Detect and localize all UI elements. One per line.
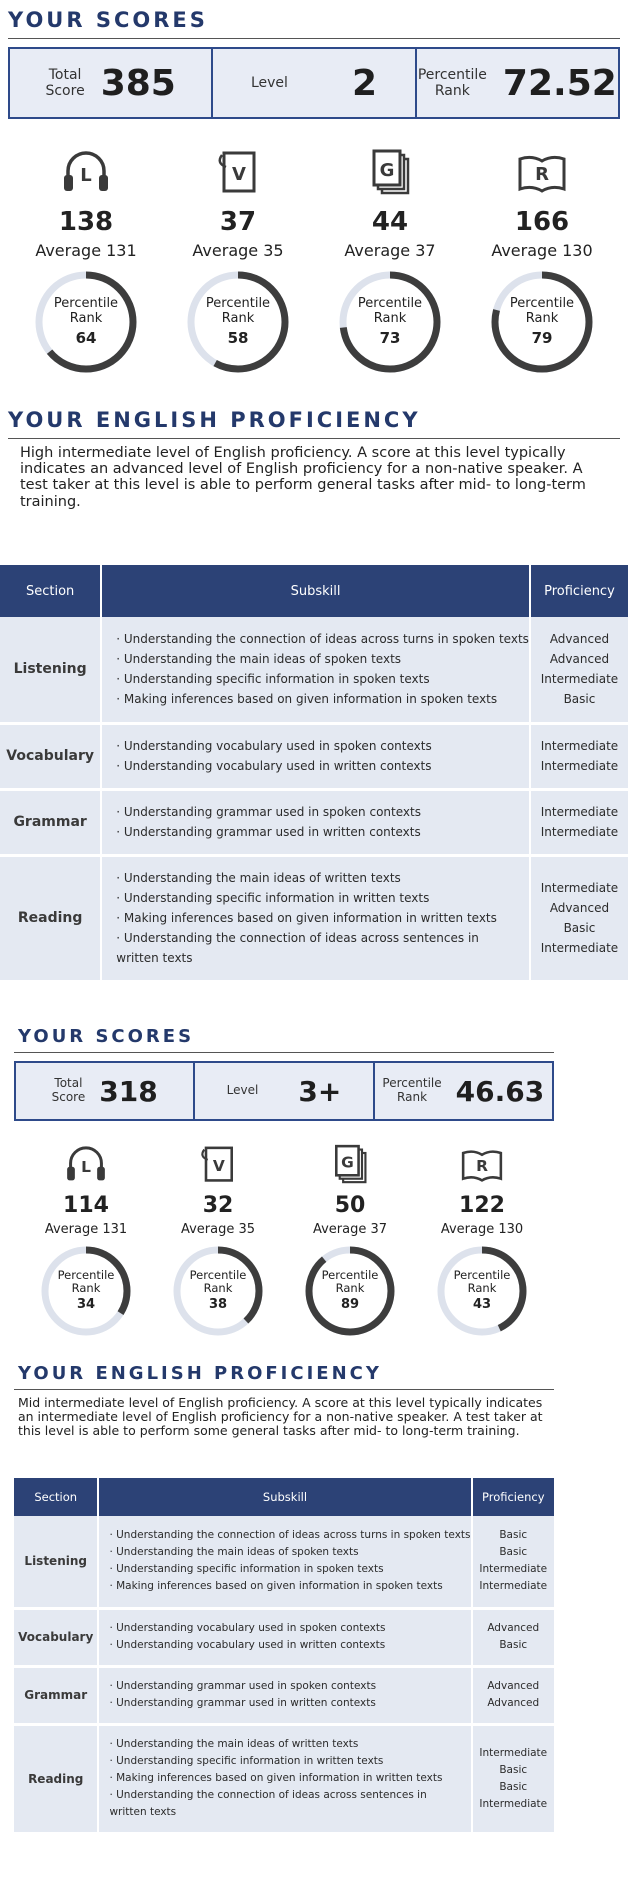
subskill-table bbox=[14, 1478, 554, 1835]
percentile-label-line1: Percentile bbox=[382, 1076, 442, 1091]
total-score-label-line1: Total bbox=[54, 1076, 83, 1091]
total-score-label bbox=[45, 67, 84, 99]
subskill-line: · Understanding grammar used in written contexts bbox=[109, 1697, 376, 1709]
skill-score: 50 bbox=[334, 1193, 366, 1218]
skill-scores bbox=[0, 145, 628, 376]
svg-text:G: G bbox=[379, 160, 395, 181]
proficiency-level: Advanced bbox=[549, 632, 610, 647]
ring-label-line2: Rank bbox=[373, 310, 407, 326]
ring-label-line1: Percentile bbox=[453, 1268, 511, 1283]
percentile-ring bbox=[302, 1243, 398, 1339]
subskill-line: · Understanding grammar used in spoken contexts bbox=[116, 805, 421, 819]
subskill-cell bbox=[101, 855, 530, 981]
skill-column bbox=[284, 1141, 416, 1339]
skill-score: 37 bbox=[219, 207, 257, 237]
grammar-pages-icon bbox=[326, 1141, 374, 1189]
svg-text:L: L bbox=[80, 165, 92, 186]
table-row bbox=[14, 1666, 554, 1724]
proficiency-level: Intermediate bbox=[479, 1797, 548, 1810]
section-name: Grammar bbox=[0, 789, 101, 855]
proficiency-level: Intermediate bbox=[479, 1580, 548, 1593]
skill-score: 114 bbox=[63, 1193, 109, 1218]
subskill-line: · Understanding the main ideas of written texts bbox=[116, 871, 401, 885]
subskill-line: · Understanding vocabulary used in written contexts bbox=[116, 759, 432, 773]
table-row bbox=[14, 1516, 554, 1608]
svg-text:R: R bbox=[476, 1157, 488, 1175]
skill-average bbox=[313, 1222, 387, 1237]
average-label: Average bbox=[344, 241, 411, 260]
total-score-cell bbox=[16, 1063, 195, 1119]
average-label: Average bbox=[192, 241, 259, 260]
subskill-line: · Understanding the connection of ideas across sentences in bbox=[109, 1789, 427, 1801]
proficiency-level: Intermediate bbox=[540, 759, 619, 773]
section-header: Section bbox=[0, 565, 101, 617]
percentile-cell bbox=[417, 49, 618, 117]
ring-label-line1: Percentile bbox=[509, 296, 575, 312]
proficiency-level: Advanced bbox=[549, 652, 610, 667]
proficiency-level: Basic bbox=[563, 921, 596, 935]
percentile-value: 46.63 bbox=[455, 1074, 545, 1108]
level-cell bbox=[195, 1063, 374, 1119]
subskill-line: · Understanding the main ideas of written texts bbox=[109, 1738, 359, 1750]
svg-text:G: G bbox=[341, 1153, 354, 1172]
skill-average bbox=[35, 241, 136, 260]
skill-scores bbox=[14, 1141, 554, 1339]
skill-average bbox=[45, 1222, 127, 1237]
subskill-cell bbox=[101, 789, 530, 855]
percentile-label bbox=[418, 67, 487, 99]
level-value: 3+ bbox=[298, 1074, 342, 1108]
proficiency-description: Mid intermediate level of English proficiency. A score at this level typically indicates an intermediate level of English proficiency for a non-native speaker. A test taker at this level is able to perform some general tasks after mid- to long-term training. bbox=[18, 1395, 543, 1438]
subskill-line: · Making inferences based on given information in written texts bbox=[116, 911, 497, 925]
proficiency-cell bbox=[472, 1724, 555, 1833]
subskill-header: Subskill bbox=[101, 565, 530, 617]
ring-label-line2: Rank bbox=[221, 310, 255, 326]
section-name: Vocabulary bbox=[0, 723, 101, 789]
proficiency-description: High intermediate level of English proficiency. A score at this level typically indicates an advanced level of English proficiency for a non-native speaker. A test taker at this level is able to perform general tasks after mid- to long-term training. bbox=[20, 445, 586, 510]
ring-label-line1: Percentile bbox=[57, 1268, 115, 1283]
average-label: Average bbox=[180, 1222, 235, 1237]
skill-score: 44 bbox=[371, 207, 409, 237]
subskill-line: · Making inferences based on given information in spoken texts bbox=[116, 692, 498, 707]
total-score-label-line2: Score bbox=[45, 83, 85, 99]
table-row bbox=[0, 617, 628, 723]
average-value: 130 bbox=[498, 1222, 524, 1237]
subskill-line: · Understanding specific information in written texts bbox=[109, 1755, 384, 1767]
total-score-label-line2: Score bbox=[51, 1090, 86, 1104]
subskill-line: · Understanding the connection of ideas across turns in spoken texts bbox=[116, 632, 529, 647]
subskill-line: · Understanding the main ideas of spoken texts bbox=[116, 652, 402, 667]
ring-label-line1: Percentile bbox=[53, 296, 119, 312]
section-name: Vocabulary bbox=[14, 1608, 98, 1666]
subskill-cell bbox=[98, 1724, 471, 1833]
subskill-line: · Understanding specific information in spoken texts bbox=[109, 1563, 384, 1576]
table-row bbox=[14, 1608, 554, 1666]
proficiency-header: Proficiency bbox=[472, 1478, 555, 1516]
percentile-ring bbox=[336, 268, 444, 376]
proficiency-title: YOUR ENGLISH PROFICIENCY bbox=[18, 1363, 382, 1384]
total-score-label-line1: Total bbox=[48, 66, 82, 83]
average-value: 130 bbox=[562, 241, 593, 260]
percentile-ring bbox=[184, 268, 292, 376]
average-value: 37 bbox=[370, 1222, 388, 1237]
proficiency-cell bbox=[530, 789, 628, 855]
skill-score: 138 bbox=[58, 207, 114, 237]
ring-label-line2: Rank bbox=[335, 1280, 365, 1295]
percentile-ring bbox=[170, 1243, 266, 1339]
total-score-value: 318 bbox=[99, 1074, 158, 1108]
table-row bbox=[0, 723, 628, 789]
svg-text:V: V bbox=[212, 1157, 225, 1175]
table-header-row bbox=[14, 1478, 554, 1516]
total-score-value: 385 bbox=[100, 62, 176, 104]
subskill-cell bbox=[101, 617, 530, 723]
proficiency-level: Advanced bbox=[487, 1622, 540, 1634]
percentile-rank-value: 64 bbox=[75, 329, 97, 348]
ring-label-line2: Rank bbox=[71, 1280, 101, 1295]
proficiency-level: Basic bbox=[563, 692, 596, 707]
section-header: Section bbox=[14, 1478, 98, 1516]
percentile-rank-value: 73 bbox=[379, 329, 401, 348]
percentile-ring bbox=[434, 1243, 530, 1339]
section-name: Listening bbox=[14, 1516, 98, 1608]
total-score-cell bbox=[10, 49, 213, 117]
subskill-line: · Understanding vocabulary used in spoken contexts bbox=[116, 739, 432, 753]
proficiency-level: Advanced bbox=[487, 1697, 540, 1709]
vocabulary-card-icon bbox=[194, 1141, 242, 1189]
grammar-pages-icon bbox=[362, 145, 418, 201]
percentile-ring bbox=[32, 268, 140, 376]
open-book-icon bbox=[514, 145, 570, 201]
scores-title: YOUR SCORES bbox=[8, 8, 208, 32]
level-label: Level bbox=[226, 1083, 259, 1098]
skill-average bbox=[344, 241, 435, 260]
table-row bbox=[0, 789, 628, 855]
average-label: Average bbox=[35, 241, 102, 260]
proficiency-level: Advanced bbox=[549, 901, 610, 915]
average-value: 35 bbox=[238, 1222, 256, 1237]
subskill-line: · Understanding the connection of ideas across turns in spoken texts bbox=[109, 1529, 471, 1542]
average-value: 37 bbox=[415, 241, 436, 260]
proficiency-level: Basic bbox=[499, 1763, 528, 1776]
vocabulary-card-icon bbox=[210, 145, 266, 201]
percentile-rank-value: 34 bbox=[76, 1297, 96, 1313]
proficiency-level: Basic bbox=[499, 1529, 528, 1542]
svg-text:V: V bbox=[232, 164, 246, 185]
section-name: Grammar bbox=[14, 1666, 98, 1724]
skill-column bbox=[314, 145, 466, 376]
subskill-line: · Making inferences based on given information in spoken texts bbox=[109, 1580, 443, 1593]
scores-title: YOUR SCORES bbox=[18, 1026, 195, 1047]
skill-column bbox=[10, 145, 162, 376]
skill-average bbox=[491, 241, 592, 260]
skill-column bbox=[162, 145, 314, 376]
score-report-2 bbox=[14, 1020, 554, 1835]
percentile-label-line2: Rank bbox=[397, 1090, 428, 1104]
proficiency-level: Basic bbox=[499, 1780, 528, 1793]
proficiency-cell bbox=[472, 1608, 555, 1666]
subskill-line: · Understanding specific information in written texts bbox=[116, 891, 430, 905]
skill-score: 166 bbox=[514, 207, 570, 237]
proficiency-cell bbox=[472, 1666, 555, 1724]
skill-column bbox=[466, 145, 618, 376]
proficiency-cell bbox=[530, 855, 628, 981]
svg-text:R: R bbox=[535, 164, 549, 185]
average-value: 35 bbox=[263, 241, 284, 260]
table-header-row bbox=[0, 565, 628, 617]
percentile-rank-value: 58 bbox=[227, 329, 249, 348]
ring-label-line2: Rank bbox=[467, 1280, 497, 1295]
percentile-label-line2: Rank bbox=[434, 83, 470, 99]
score-summary-bar bbox=[14, 1061, 554, 1121]
proficiency-level: Intermediate bbox=[479, 1746, 548, 1759]
ring-label-line2: Rank bbox=[203, 1280, 233, 1295]
skill-average bbox=[192, 241, 283, 260]
total-score-label bbox=[52, 1077, 86, 1105]
subskill-header: Subskill bbox=[98, 1478, 471, 1516]
ring-label-line1: Percentile bbox=[321, 1268, 379, 1283]
table-row bbox=[0, 855, 628, 981]
proficiency-level: Advanced bbox=[487, 1680, 540, 1692]
subskill-line: · Making inferences based on given information in written texts bbox=[109, 1772, 443, 1784]
subskill-line: · Understanding grammar used in written contexts bbox=[116, 825, 421, 839]
percentile-ring bbox=[488, 268, 596, 376]
proficiency-level: Basic bbox=[499, 1546, 528, 1559]
subskill-line: · Understanding vocabulary used in written contexts bbox=[109, 1639, 386, 1651]
average-label: Average bbox=[491, 241, 558, 260]
level-cell bbox=[213, 49, 416, 117]
subskill-table bbox=[0, 565, 628, 983]
proficiency-level: Intermediate bbox=[540, 941, 619, 955]
headphones-icon bbox=[58, 145, 114, 201]
level-value: 2 bbox=[351, 62, 377, 104]
subskill-line: written texts bbox=[116, 951, 193, 965]
ring-label-line2: Rank bbox=[69, 310, 103, 326]
headphones-icon bbox=[62, 1141, 110, 1189]
skill-score: 122 bbox=[459, 1193, 505, 1218]
average-value: 131 bbox=[106, 241, 137, 260]
section-name: Reading bbox=[14, 1724, 98, 1833]
percentile-rank-value: 43 bbox=[472, 1297, 492, 1313]
percentile-rank-value: 79 bbox=[531, 329, 553, 348]
proficiency-level: Intermediate bbox=[540, 805, 619, 819]
ring-label-line1: Percentile bbox=[189, 1268, 247, 1283]
percentile-label bbox=[382, 1077, 441, 1105]
section-name: Reading bbox=[0, 855, 101, 981]
table-row bbox=[14, 1724, 554, 1833]
average-label: Average bbox=[44, 1222, 99, 1237]
divider bbox=[14, 1052, 554, 1053]
percentile-ring bbox=[38, 1243, 134, 1339]
proficiency-header: Proficiency bbox=[530, 565, 628, 617]
proficiency-cell bbox=[472, 1516, 555, 1608]
skill-column bbox=[152, 1141, 284, 1339]
percentile-rank-value: 89 bbox=[340, 1297, 360, 1313]
subskill-line: · Understanding specific information in spoken texts bbox=[116, 672, 430, 687]
subskill-line: · Understanding the main ideas of spoken texts bbox=[109, 1546, 359, 1559]
open-book-icon bbox=[458, 1141, 506, 1189]
subskill-cell bbox=[98, 1516, 471, 1608]
level-label: Level bbox=[250, 74, 288, 91]
subskill-cell bbox=[101, 723, 530, 789]
proficiency-level: Intermediate bbox=[479, 1563, 548, 1576]
proficiency-level: Intermediate bbox=[540, 881, 619, 895]
proficiency-level: Intermediate bbox=[540, 825, 619, 839]
svg-text:L: L bbox=[81, 1157, 91, 1176]
percentile-rank-value: 38 bbox=[208, 1297, 228, 1313]
proficiency-title: YOUR ENGLISH PROFICIENCY bbox=[8, 408, 421, 432]
subskill-line: · Understanding grammar used in spoken contexts bbox=[109, 1680, 377, 1692]
skill-average bbox=[441, 1222, 523, 1237]
skill-average bbox=[181, 1222, 255, 1237]
section-name: Listening bbox=[0, 617, 101, 723]
average-label: Average bbox=[440, 1222, 495, 1237]
average-label: Average bbox=[312, 1222, 367, 1237]
percentile-cell bbox=[375, 1063, 552, 1119]
proficiency-cell bbox=[530, 617, 628, 723]
percentile-label-line1: Percentile bbox=[417, 66, 487, 83]
proficiency-cell bbox=[530, 723, 628, 789]
subskill-cell bbox=[98, 1608, 471, 1666]
subskill-cell bbox=[98, 1666, 471, 1724]
proficiency-level: Basic bbox=[499, 1639, 528, 1651]
skill-column bbox=[416, 1141, 548, 1339]
score-summary-bar bbox=[8, 47, 620, 119]
proficiency-level: Intermediate bbox=[540, 672, 619, 687]
subskill-line: written texts bbox=[109, 1806, 177, 1818]
divider bbox=[8, 38, 620, 39]
average-value: 131 bbox=[102, 1222, 128, 1237]
ring-label-line2: Rank bbox=[525, 310, 559, 326]
subskill-line: · Understanding vocabulary used in spoken contexts bbox=[109, 1622, 386, 1634]
proficiency-level: Intermediate bbox=[540, 739, 619, 753]
skill-score: 32 bbox=[202, 1193, 234, 1218]
ring-label-line1: Percentile bbox=[205, 296, 271, 312]
ring-label-line1: Percentile bbox=[357, 296, 423, 312]
percentile-value: 72.52 bbox=[502, 62, 617, 104]
subskill-line: · Understanding the connection of ideas across sentences in bbox=[116, 931, 479, 945]
skill-column bbox=[20, 1141, 152, 1339]
